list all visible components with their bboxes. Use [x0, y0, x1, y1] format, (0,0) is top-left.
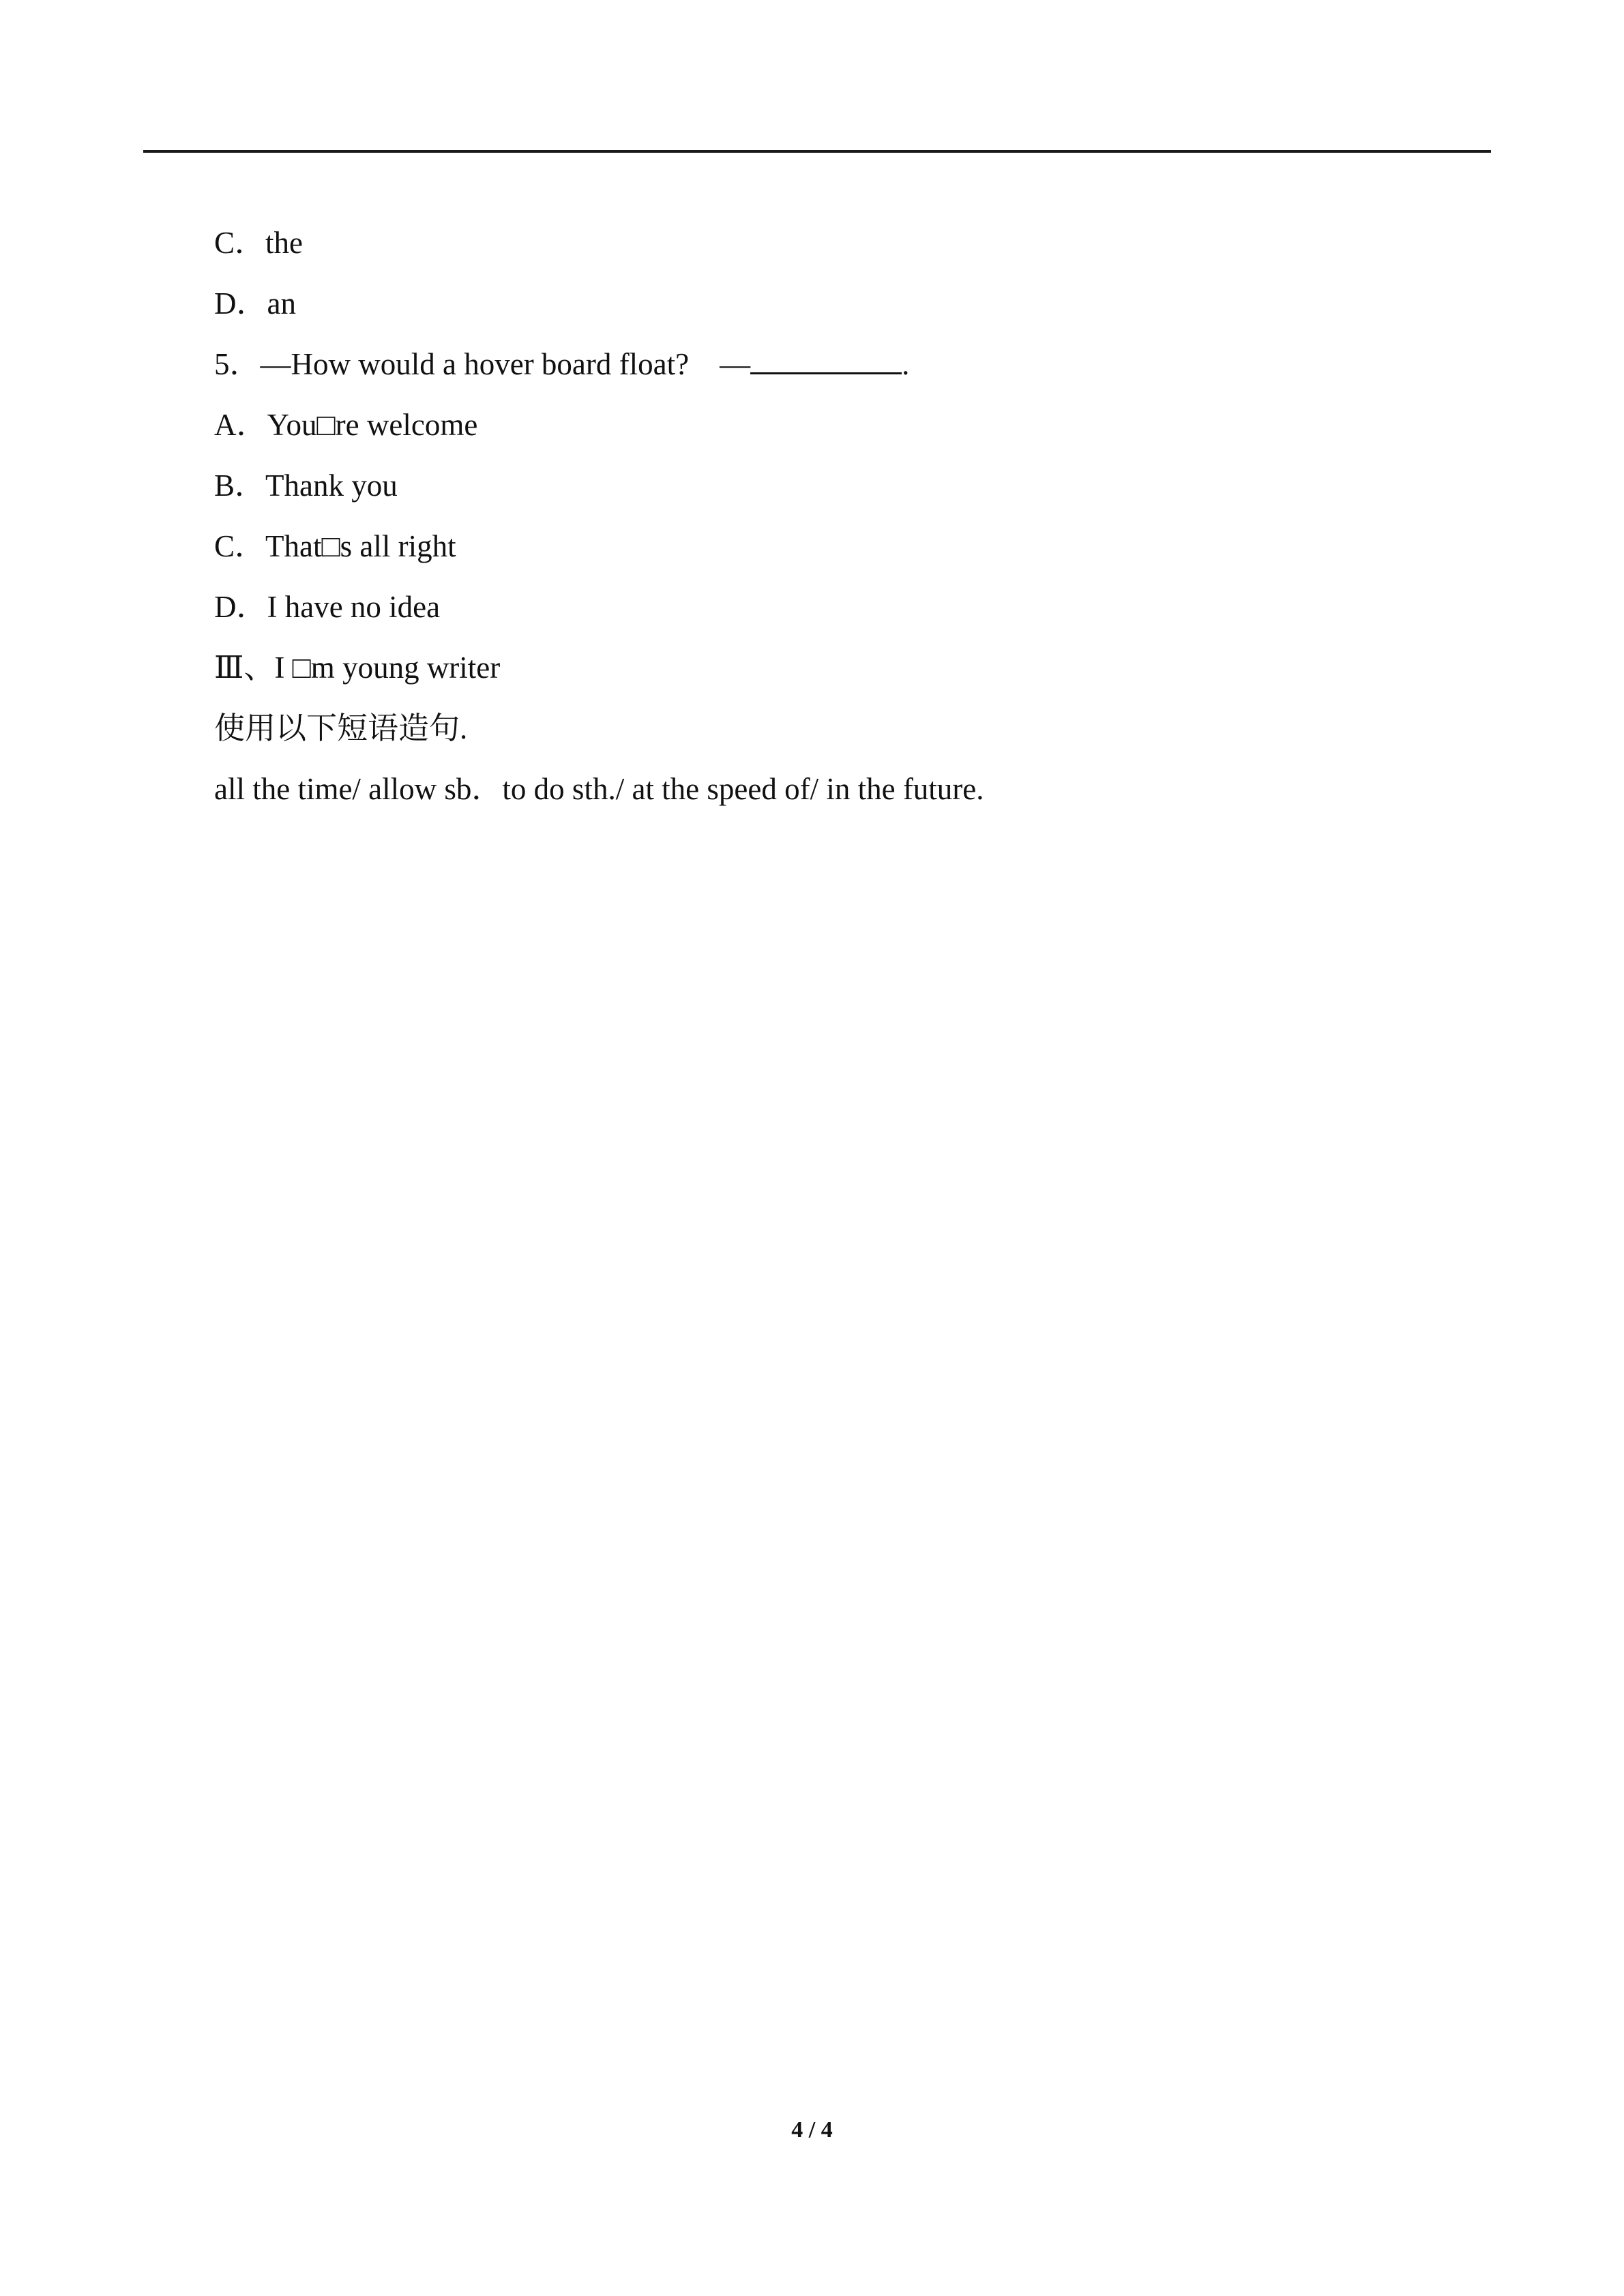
header-rule	[143, 150, 1491, 153]
question-5-period: .	[902, 347, 910, 381]
document-body	[214, 213, 1442, 820]
option-a-line: A．You□re welcome	[214, 408, 478, 442]
question-5	[214, 334, 1442, 395]
page-number: 4 / 4	[791, 2117, 833, 2143]
option-d-line: D．an	[214, 286, 296, 320]
option-d-line: D．I have no idea	[214, 590, 441, 624]
option-c-line: C．the	[214, 226, 303, 260]
option-b-line: B．Thank you	[214, 468, 398, 503]
option-c-line: C．That□s all right	[214, 529, 456, 563]
answer-blank	[750, 345, 902, 374]
instruction-text: 使用以下短语造句.	[214, 711, 468, 745]
question-5-text: 5．—How would a hover board float? —	[214, 347, 751, 381]
phrase-list: all the time/ allow sb．to do sth./ at the speed of/ in the future.	[214, 772, 984, 806]
section-heading: Ⅲ、I □m young writer	[214, 651, 501, 685]
